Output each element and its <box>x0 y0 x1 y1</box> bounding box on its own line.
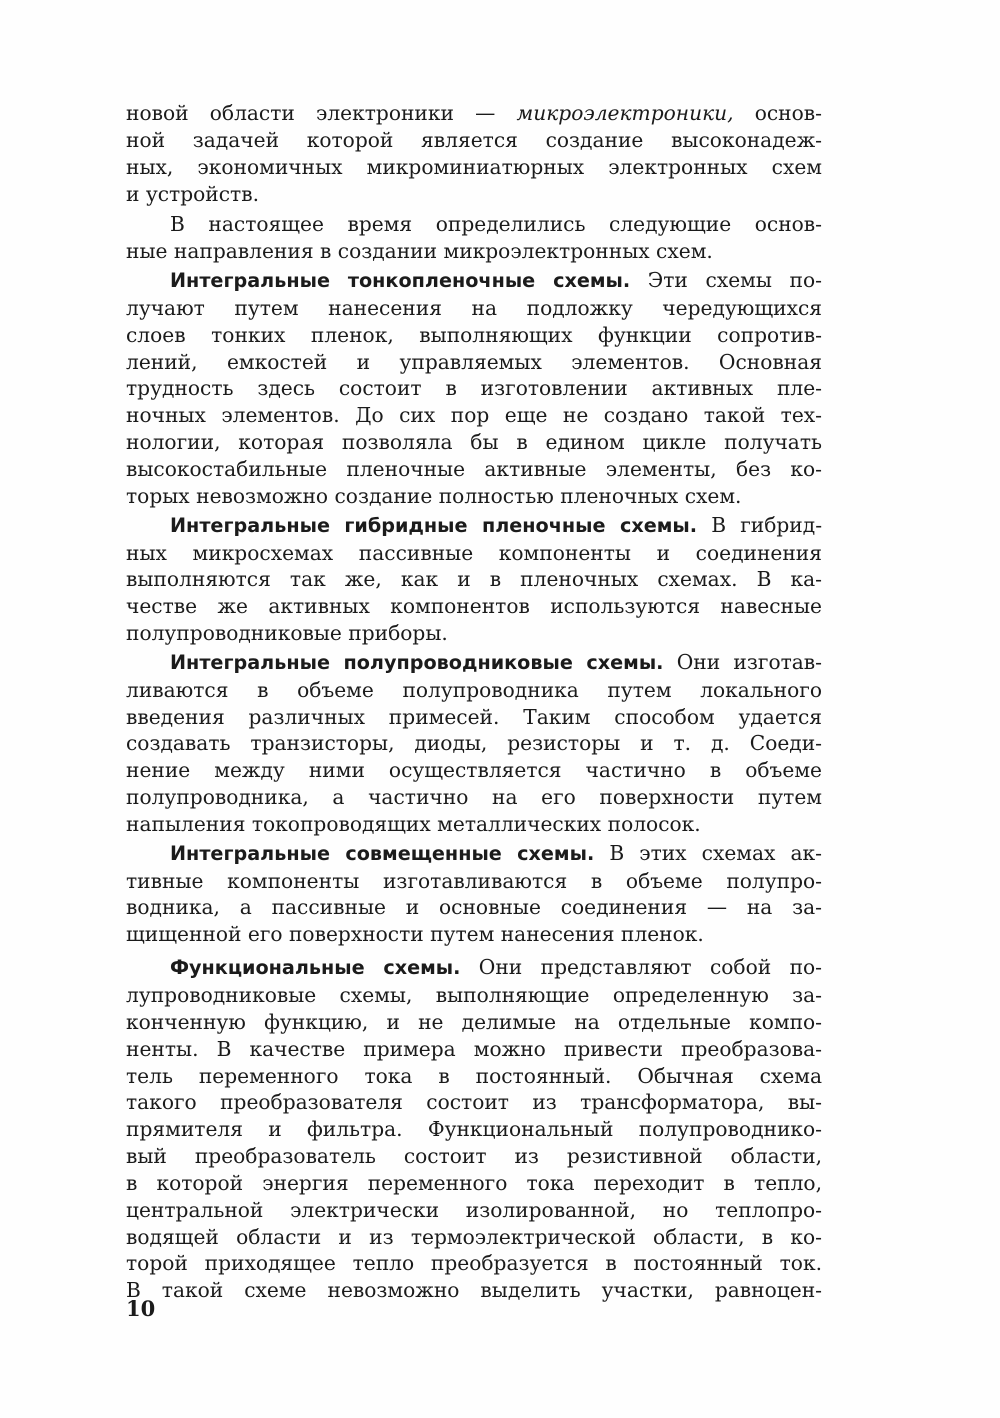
section-heading: Интегральные совмещенные схемы. <box>170 841 595 865</box>
text-run: Эти схемы по- <box>630 268 822 293</box>
text-line <box>126 211 822 238</box>
text-line <box>126 1250 822 1277</box>
text-line <box>126 757 822 784</box>
text-line <box>126 840 822 868</box>
text-run: в которой энергия переменного тока переходит в тепло, <box>126 1170 822 1195</box>
text-line <box>126 429 822 456</box>
text-run: нологии, которая позволяла бы в едином цикле получать <box>126 430 822 455</box>
text-line <box>126 512 822 540</box>
text-run: щищенной его поверхности путем нанесения пленок. <box>126 922 704 947</box>
text-run: высокостабильные пленочные активные элементы, без ко- <box>126 456 822 481</box>
emphasis-term: микроэлектроники, <box>516 101 734 125</box>
paragraph <box>126 211 822 265</box>
text-run: и устройств. <box>126 181 260 206</box>
text-line <box>126 954 822 982</box>
text-run: новой области электроники — <box>126 101 517 125</box>
text-line <box>126 811 822 838</box>
text-line <box>126 238 822 265</box>
text-line <box>126 1224 822 1251</box>
section-heading: Интегральные гибридные пленочные схемы. <box>170 513 698 537</box>
text-run: полупроводниковые приборы. <box>126 621 448 646</box>
text-line <box>126 1143 822 1170</box>
text-line <box>126 1009 822 1036</box>
text-line <box>126 868 822 895</box>
text-line <box>126 127 822 154</box>
text-line <box>126 593 822 620</box>
text-line <box>126 921 822 948</box>
section-heading: Интегральные тонкопленочные схемы. <box>170 269 631 293</box>
text-run: вый преобразователь состоит из резистивной области, <box>126 1144 822 1169</box>
text-run: основ- <box>733 101 822 125</box>
text-run: ные направления в создании микроэлектронных схем. <box>126 239 713 264</box>
text-run: тель переменного тока в постоянный. Обычная схема <box>126 1063 822 1088</box>
text-run: водящей области и из термоэлектрической области, в ко- <box>126 1224 822 1249</box>
text-run: введения различных примесей. Таким способом удается <box>126 704 822 729</box>
text-line <box>126 1063 822 1090</box>
text-run: напыления токопроводящих металлических полосок. <box>126 811 701 836</box>
text-run: конченную функцию, и не делимые на отдельные компо- <box>126 1009 822 1034</box>
text-run: Они представляют собой по- <box>460 955 822 980</box>
text-run: создавать транзисторы, диоды, резисторы и т. д. Соеди- <box>126 731 822 756</box>
text-line <box>126 649 822 677</box>
section-heading: Функциональные схемы. <box>170 956 461 980</box>
text-line <box>126 1170 822 1197</box>
text-run: ных, экономичных микроминиатюрных электронных схем <box>126 154 822 179</box>
text-run: прямителя и фильтра. Функциональный полупроводнико- <box>126 1117 822 1142</box>
body-text <box>126 100 822 1304</box>
text-run: ненты. В качестве примера можно привести преобразова- <box>126 1036 822 1061</box>
text-line <box>126 402 822 429</box>
text-run: ных микросхемах пассивные компоненты и соединения <box>126 540 822 565</box>
paragraph <box>126 649 822 838</box>
text-line <box>126 784 822 811</box>
text-line <box>126 730 822 757</box>
text-run: водника, а пассивные и основные соединения — на за- <box>126 895 822 920</box>
text-line <box>126 982 822 1009</box>
text-run: трудность здесь состоит в изготовлении активных пле- <box>126 376 822 401</box>
text-line <box>126 704 822 731</box>
text-run: В этих схемах ак- <box>594 840 822 865</box>
text-line <box>126 1277 822 1304</box>
paragraph <box>126 512 822 647</box>
paragraph <box>126 954 822 1304</box>
text-run: слоев тонких пленок, выполняющих функции сопротив- <box>126 322 822 347</box>
text-run: Они изготав- <box>663 649 822 674</box>
text-line <box>126 375 822 402</box>
text-run: тивные компоненты изготавливаются в объеме полупро- <box>126 868 822 893</box>
text-run: В настоящее время определились следующие основ- <box>170 212 822 237</box>
text-run: ливаются в объеме полупроводника путем локального <box>126 677 822 702</box>
text-line <box>126 154 822 181</box>
text-run: честве же активных компонентов используются навесные <box>126 594 822 619</box>
paragraph <box>126 100 822 207</box>
text-run: лупроводниковые схемы, выполняющие определенную за- <box>126 983 822 1007</box>
text-run: выполняются так же, как и в пленочных схемах. В ка- <box>126 567 822 592</box>
text-line <box>126 540 822 567</box>
text-run: торых невозможно создание полностью пленочных схем. <box>126 483 742 508</box>
text-line <box>126 483 822 510</box>
paragraph <box>126 267 822 510</box>
text-run: В такой схеме невозможно выделить участки, равноцен- <box>126 1278 822 1303</box>
text-run: такого преобразователя состоит из трансформатора, вы- <box>126 1090 822 1115</box>
text-run: торой приходящее тепло преобразуется в постоянный ток. <box>126 1251 822 1276</box>
page-number: 10 <box>126 1296 156 1321</box>
text-line <box>126 1036 822 1063</box>
text-run: ной задачей которой является создание высоконадеж- <box>126 127 822 152</box>
paragraph <box>126 840 822 948</box>
text-run: В гибрид- <box>697 512 823 537</box>
text-run: лучают путем нанесения на подложку чередующихся <box>126 295 822 320</box>
text-run: нение между ними осуществляется частично в объеме <box>126 758 822 783</box>
text-run: центральной электрически изолированной, но теплопро- <box>126 1197 822 1222</box>
text-line <box>126 267 822 295</box>
text-line <box>126 620 822 647</box>
text-line <box>126 1089 822 1116</box>
text-line <box>126 456 822 483</box>
text-line <box>126 677 822 704</box>
section-heading: Интегральные полупроводниковые схемы. <box>170 650 664 674</box>
text-line <box>126 100 822 127</box>
text-line <box>126 1116 822 1143</box>
text-line <box>126 295 822 322</box>
text-line <box>126 349 822 376</box>
text-line <box>126 322 822 349</box>
text-line <box>126 894 822 921</box>
text-line <box>126 566 822 593</box>
text-line <box>126 1197 822 1224</box>
text-run: лений, емкостей и управляемых элементов. Основная <box>126 349 822 374</box>
text-run: полупроводника, а частично на его поверхности путем <box>126 785 822 810</box>
text-line <box>126 181 822 208</box>
text-run: ночных элементов. До сих пор еще не создано такой тех- <box>126 403 822 428</box>
